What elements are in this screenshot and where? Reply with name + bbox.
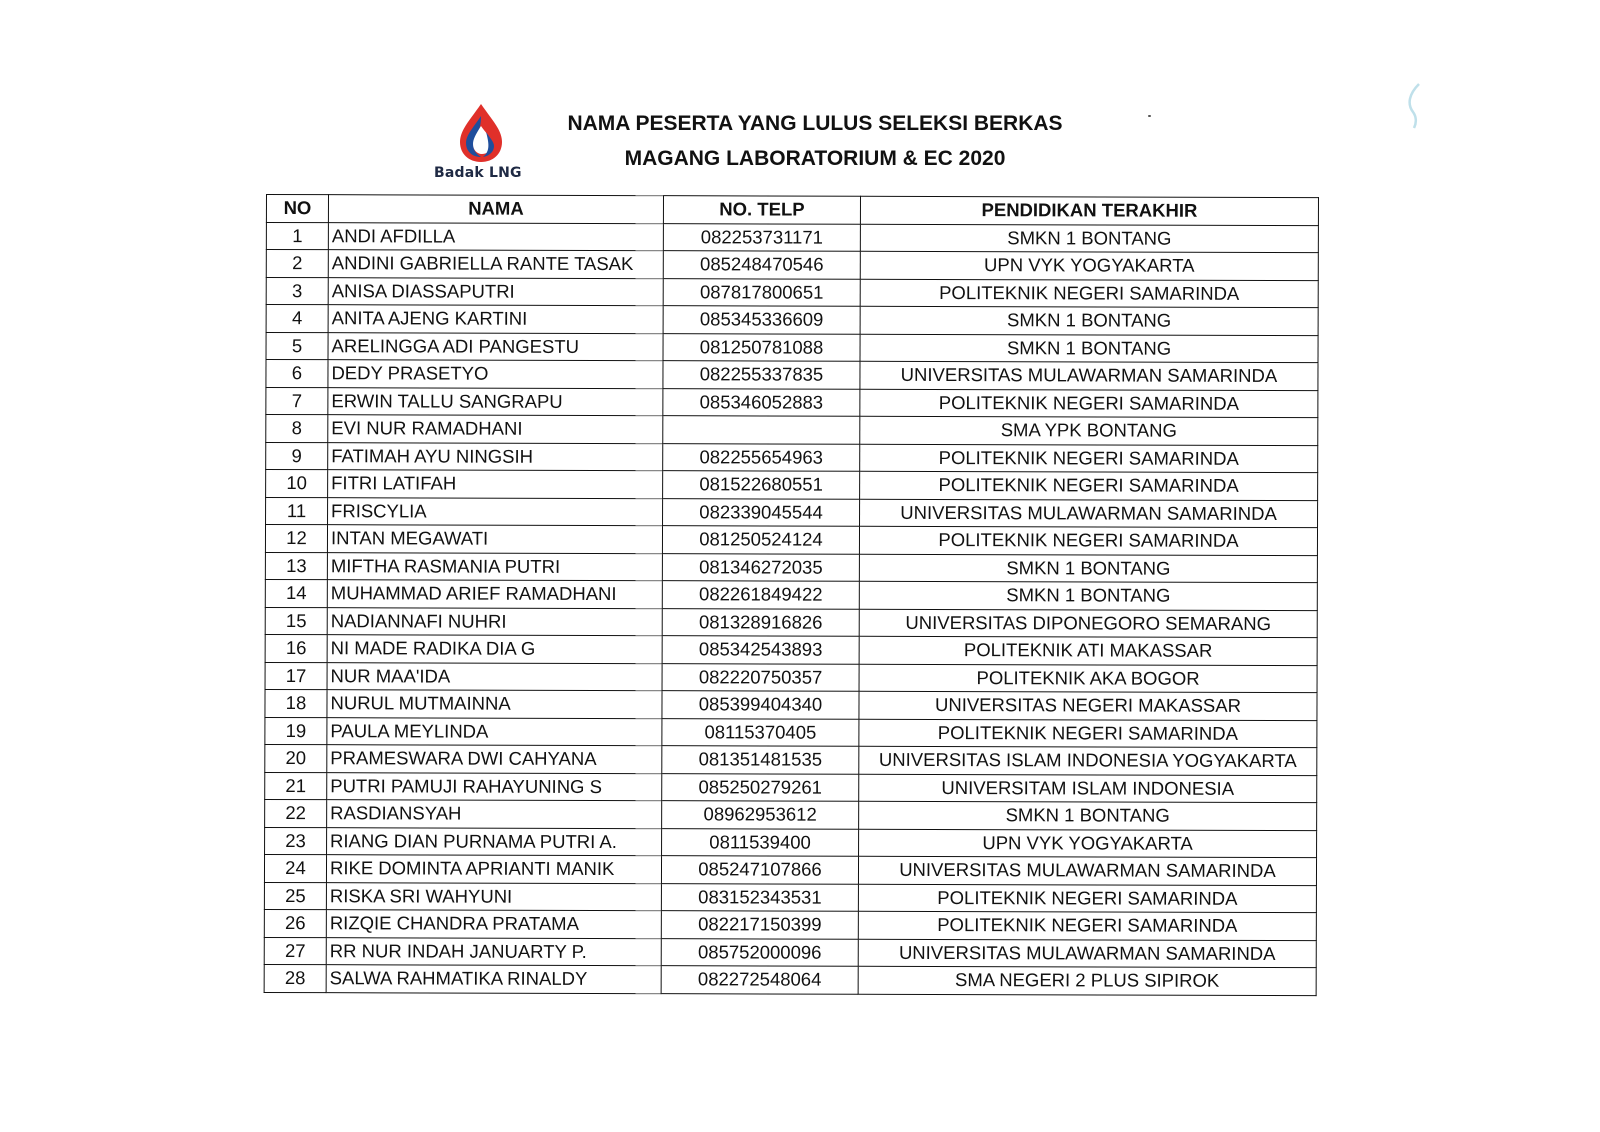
table-row [266,415,1318,446]
cell-pendidikan: SMKN 1 BONTANG [860,306,1318,335]
cell-pendidikan: SMKN 1 BONTANG [859,801,1317,830]
table-row [266,222,1318,253]
cell-telp: 085247107866 [661,856,858,884]
cell-telp: 085248470546 [663,251,860,279]
cell-telp: 081351481535 [662,746,859,774]
cell-nama: ANITA AJENG KARTINI [328,305,663,333]
cell-no: 4 [266,305,328,333]
cell-no: 14 [265,579,327,607]
cell-telp: 083152343531 [661,883,858,911]
table-row [266,250,1318,281]
cell-no: 27 [264,937,326,965]
cell-pendidikan: SMKN 1 BONTANG [859,554,1317,583]
table-row [264,964,1316,995]
cell-telp: 08115370405 [662,718,859,746]
table-row [265,744,1317,775]
cell-no: 15 [265,607,327,635]
cell-telp: 081346272035 [662,553,859,581]
table-row [266,277,1318,308]
table-row [266,497,1318,528]
table-row [265,799,1317,830]
cell-no: 23 [265,827,327,855]
cell-telp: 082253731171 [663,223,860,251]
cell-pendidikan: POLITEKNIK NEGERI SAMARINDA [860,389,1318,418]
title-line-2: MAGANG LABORATORIUM & EC 2020 [624,147,1006,170]
cell-pendidikan: SMA NEGERI 2 PLUS SIPIROK [858,966,1316,995]
cell-telp: 085399404340 [662,691,859,719]
cell-no: 28 [264,964,326,992]
table-row [265,689,1317,720]
table-row [266,387,1318,418]
column-header-pendidikan: PENDIDIKAN TERAKHIR [860,196,1318,225]
cell-nama: INTAN MEGAWATI [327,525,662,553]
cell-no: 3 [266,277,328,305]
cell-telp [663,416,860,444]
cell-pendidikan: UNIVERSITAS MULAWARMAN SAMARINDA [860,499,1318,528]
table-row [265,662,1317,693]
cell-pendidikan: UNIVERSITAS MULAWARMAN SAMARINDA [860,361,1318,390]
table-row [265,607,1317,638]
cell-telp: 081250781088 [663,333,860,361]
cell-pendidikan: UNIVERSITAS NEGERI MAKASSAR [859,691,1317,720]
cell-nama: RASDIANSYAH [327,800,662,828]
cell-no: 21 [265,772,327,800]
page-title [520,106,1110,176]
cell-nama: RIANG DIAN PURNAMA PUTRI A. [327,827,662,855]
cell-pendidikan: POLITEKNIK NEGERI SAMARINDA [859,526,1317,555]
cell-pendidikan: UNIVERSITAS MULAWARMAN SAMARINDA [858,939,1316,968]
cell-no: 11 [266,497,328,525]
table-row [265,579,1317,610]
cell-pendidikan: POLITEKNIK NEGERI SAMARINDA [860,279,1318,308]
cell-no: 1 [266,222,328,250]
stamp-curve-icon [1405,82,1425,130]
cell-nama: PRAMESWARA DWI CAHYANA [327,745,662,773]
table-header-row [266,195,1318,226]
cell-telp: 082255654963 [663,443,860,471]
cell-pendidikan: SMKN 1 BONTANG [860,334,1318,363]
table-row [265,525,1317,556]
cell-no: 5 [266,332,328,360]
table-row [264,937,1316,968]
cell-nama: ANISA DIASSAPUTRI [328,277,663,305]
table-row [266,442,1318,473]
cell-no: 17 [265,662,327,690]
cell-pendidikan: SMKN 1 BONTANG [860,224,1318,253]
cell-telp: 0811539400 [662,828,859,856]
cell-pendidikan: UNIVERSITAS DIPONEGORO SEMARANG [859,609,1317,638]
cell-nama: MIFTHA RASMANIA PUTRI [327,552,662,580]
cell-pendidikan: POLITEKNIK NEGERI SAMARINDA [859,719,1317,748]
cell-no: 26 [264,909,326,937]
cell-pendidikan: SMA YPK BONTANG [860,416,1318,445]
cell-telp: 085752000096 [661,938,858,966]
cell-no: 9 [266,442,328,470]
cell-nama: NADIANNAFI NUHRI [327,607,662,635]
speck [1148,115,1151,117]
cell-telp: 081522680551 [663,471,860,499]
cell-nama: ANDINI GABRIELLA RANTE TASAK [328,250,663,278]
cell-nama: PUTRI PAMUJI RAHAYUNING S [327,772,662,800]
cell-nama: ERWIN TALLU SANGRAPU [328,387,663,415]
cell-nama: RISKA SRI WAHYUNI [326,882,661,910]
table-row [265,552,1317,583]
column-header-telp: NO. TELP [663,196,860,224]
cell-nama: MUHAMMAD ARIEF RAMADHANI [327,580,662,608]
cell-telp: 085345336609 [663,306,860,334]
cell-pendidikan: POLITEKNIK NEGERI SAMARINDA [860,444,1318,473]
cell-pendidikan: UNIVERSITAM ISLAM INDONESIA [859,774,1317,803]
table-row [266,470,1318,501]
table-row [266,360,1318,391]
cell-nama: FRISCYLIA [328,497,663,525]
cell-nama: NI MADE RADIKA DIA G [327,635,662,663]
cell-pendidikan: UPN VYK YOGYAKARTA [859,829,1317,858]
cell-telp: 082261849422 [662,581,859,609]
cell-nama: FATIMAH AYU NINGSIH [328,442,663,470]
faded-stamp-mark [1405,82,1425,135]
cell-no: 19 [265,717,327,745]
cell-no: 25 [264,882,326,910]
badak-lng-logo [434,102,534,184]
cell-telp: 085346052883 [663,388,860,416]
cell-no: 13 [265,552,327,580]
cell-pendidikan: POLITEKNIK NEGERI SAMARINDA [858,884,1316,913]
cell-pendidikan: POLITEKNIK ATI MAKASSAR [859,636,1317,665]
cell-pendidikan: POLITEKNIK NEGERI SAMARINDA [858,911,1316,940]
cell-telp: 082217150399 [661,911,858,939]
cell-pendidikan: UNIVERSITAS MULAWARMAN SAMARINDA [858,856,1316,885]
table-row [266,305,1318,336]
cell-telp: 085342543893 [662,636,859,664]
cell-no: 6 [266,360,328,388]
table-body [264,222,1318,995]
table-row [266,332,1318,363]
table-row [264,882,1316,913]
cell-nama: FITRI LATIFAH [328,470,663,498]
cell-telp: 087817800651 [663,278,860,306]
cell-telp: 082339045544 [663,498,860,526]
column-header-no: NO [266,195,328,223]
table-row [264,854,1316,885]
cell-nama: RIKE DOMINTA APRIANTI MANIK [326,855,661,883]
cell-telp: 08962953612 [662,801,859,829]
cell-telp: 081328916826 [662,608,859,636]
cell-no: 22 [265,799,327,827]
cell-nama: ARELINGGA ADI PANGESTU [328,332,663,360]
cell-nama: DEDY PRASETYO [328,360,663,388]
cell-telp: 082220750357 [662,663,859,691]
cell-telp: 082255337835 [663,361,860,389]
cell-nama: RR NUR INDAH JANUARTY P. [326,937,661,965]
cell-pendidikan: POLITEKNIK NEGERI SAMARINDA [860,471,1318,500]
cell-no: 8 [266,415,328,443]
cell-nama: PAULA MEYLINDA [327,717,662,745]
table-row [265,717,1317,748]
flame-drop-logo-icon [456,102,506,164]
cell-nama: EVI NUR RAMADHANI [328,415,663,443]
table-row [265,827,1317,858]
cell-pendidikan: UPN VYK YOGYAKARTA [860,251,1318,280]
cell-nama: ANDI AFDILLA [328,222,663,250]
cell-no: 12 [265,525,327,553]
cell-telp: 081250524124 [662,526,859,554]
cell-nama: RIZQIE CHANDRA PRATAMA [326,910,661,938]
cell-no: 20 [265,744,327,772]
cell-nama: SALWA RAHMATIKA RINALDY [326,965,661,993]
cell-pendidikan: SMKN 1 BONTANG [859,581,1317,610]
cell-nama: NURUL MUTMAINNA [327,690,662,718]
cell-no: 18 [265,689,327,717]
cell-pendidikan: UNIVERSITAS ISLAM INDONESIA YOGYAKARTA [859,746,1317,775]
title-line-1: NAMA PESERTA YANG LULUS SELEKSI BERKAS [567,112,1063,135]
cell-nama: NUR MAA'IDA [327,662,662,690]
table-row [265,634,1317,665]
cell-no: 2 [266,250,328,278]
participants-table [264,194,1319,996]
cell-no: 7 [266,387,328,415]
participants-table-container [264,194,1319,996]
cell-pendidikan: POLITEKNIK AKA BOGOR [859,664,1317,693]
cell-no: 10 [266,470,328,498]
table-row [264,909,1316,940]
column-header-nama: NAMA [328,195,663,223]
cell-no: 16 [265,634,327,662]
cell-telp: 082272548064 [661,966,858,994]
cell-telp: 085250279261 [662,773,859,801]
cell-no: 24 [264,854,326,882]
logo-label: Badak LNG [434,165,522,181]
table-row [265,772,1317,803]
